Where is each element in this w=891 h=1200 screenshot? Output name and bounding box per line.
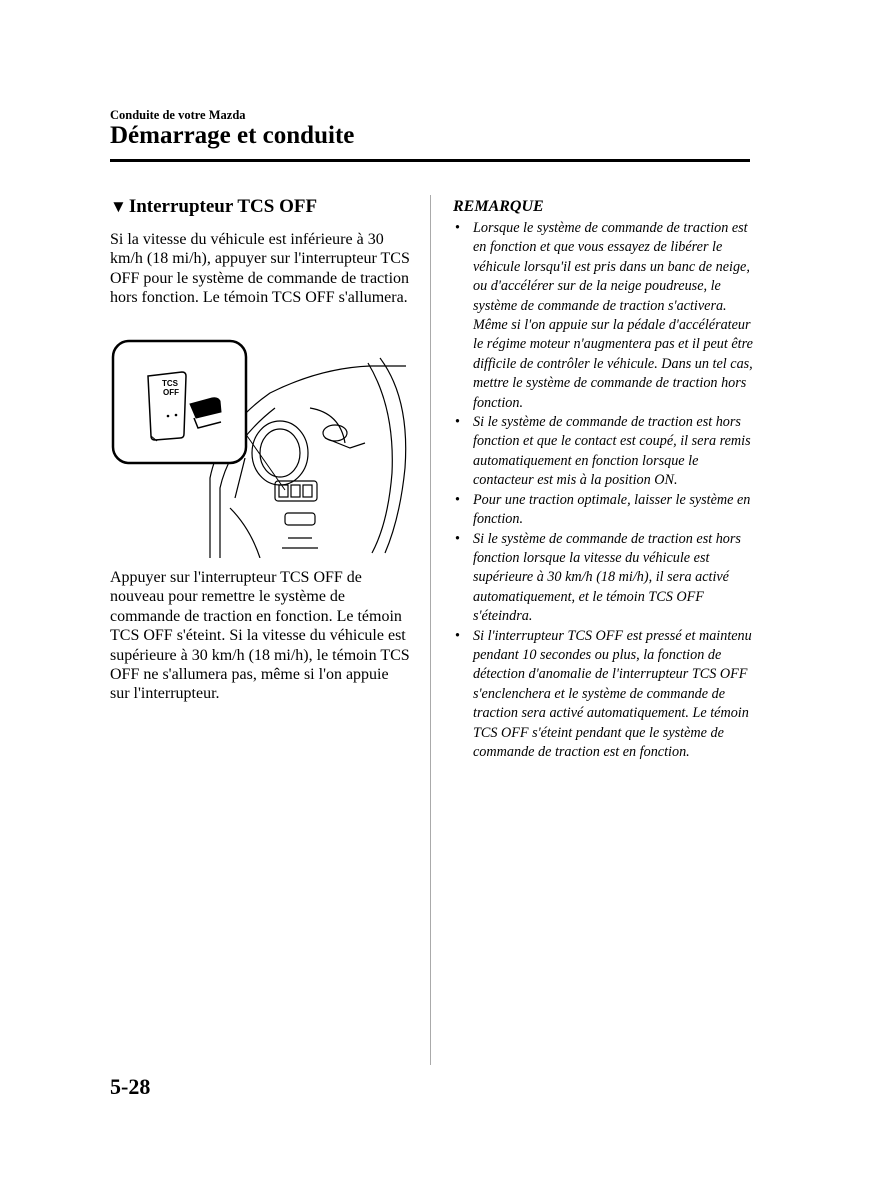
note-item: • Pour une traction optimale, laisser le système en fonction. [453,491,753,530]
note-item: • Si le système de commande de traction est hors fonction et que le contact est coupé, il sera remis automatiquement en fonction lorsque le contacteur est mis à la position ON. [453,413,753,491]
header-kicker: Conduite de votre Mazda [110,108,246,122]
column-divider [430,195,431,1065]
note-item: • Lorsque le système de commande de traction est en fonction et que vous essayez de libérer le véhicule lorsqu'il est pris dans un banc de neige, ou d'accélérer sur de la neige poudreuse, le système de commande de traction s'activera. Même si l'on appuie sur la pédale d'accélérateur le régime moteur n'augmentera pas et il peut être difficile de contrôler le véhicule. Dans un tel cas, mettre le système de commande de traction hors fonction. [453,219,753,413]
note-list [453,219,753,762]
dashboard-drawing [110,338,410,558]
page-number: 5-28 [110,1074,151,1099]
section-paragraph-2: Appuyer sur l'interrupteur TCS OFF de nouveau pour remettre le système de commande de traction en fonction. Le témoin TCS OFF s'éteint. Si la vitesse du véhicule est supérieure à 30 km/h (18 mi/h), le témoin TCS OFF ne s'allumera pas, même si l'on appuie sur l'interrupteur. [110,569,410,703]
section-title-text: Interrupteur TCS OFF [128,196,318,217]
note-heading: REMARQUE [453,198,544,215]
tcs-switch-illustration [110,338,410,558]
note-item: • Si le système de commande de traction est hors fonction lorsque la vitesse du véhicule est supérieure à 30 km/h (18 mi/h), il sera activé automatiquement, et le témoin TCS OFF s'éteindra. [453,530,753,627]
button-label-line1: TCS [162,379,178,388]
header-rule [110,159,750,162]
note-item: • Si l'interrupteur TCS OFF est pressé et maintenu pendant 10 secondes ou plus, la fonction de détection d'anomalie de l'interrupteur TCS OFF s'enclenchera et le système de commande de traction sera activé automatiquement. Le témoin TCS OFF s'éteint pendant que le système de commande de traction est en fonction. [453,627,753,763]
button-label-line2: OFF [163,388,179,397]
section-heading [110,196,317,218]
down-triangle-icon: ▼ [110,197,127,216]
page-title: Démarrage et conduite [110,122,355,149]
section-paragraph-1: Si la vitesse du véhicule est inférieure à 30 km/h (18 mi/h), appuyer sur l'interrupteur TCS OFF pour le système de commande de traction hors fonction. Le témoin TCS OFF s'allumera. [110,231,410,307]
